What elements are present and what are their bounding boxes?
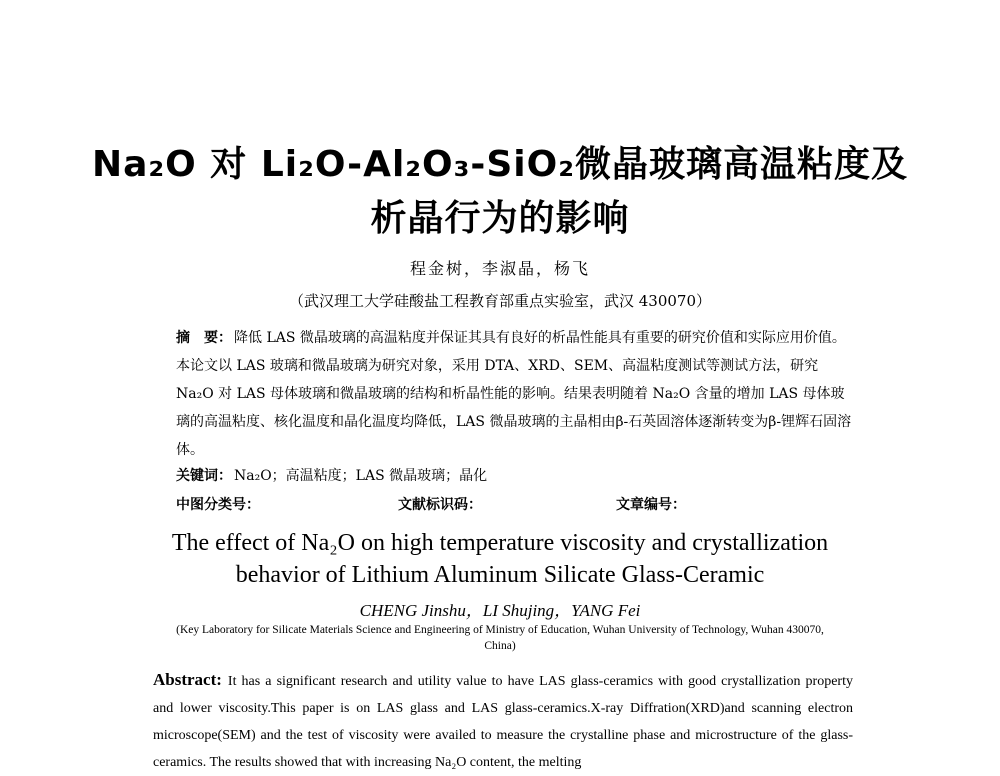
keywords-cn-label: 关键词： <box>176 468 232 484</box>
classification-row <box>176 494 856 520</box>
affiliation-cn: （武汉理工大学硅酸盐工程教育部重点实验室，武汉 430070） <box>288 292 712 310</box>
abstract-en-label: Abstract: <box>153 670 222 689</box>
title-en-line-1: The effect of Na₂O on high temperature viscosity and crystallization <box>171 530 829 556</box>
title-cn-line-2: 析晶行为的影响 <box>370 198 630 239</box>
abstract-cn-text: 降低 LAS 微晶玻璃的高温粘度并保证其具有良好的析晶性能具有重要的研究价值和实际应用价值。本论文以 LAS 玻璃和微晶玻璃为研究对象，采用 DTA、XRD、SEM、高温粘度测试等测试方法，研究 Na₂O 对 LAS 母体玻璃和微晶玻璃的结构和析晶性能的影响。结果表明随着 Na₂O 含量的增加 LAS 母体玻璃的高温粘度、核化温度和晶化温度均降低，LAS 微晶玻璃的主晶相由β-石英固溶体逐渐转变为β-锂辉石固溶体。 <box>176 330 852 458</box>
document-code-label: 文献标识码： <box>398 497 482 513</box>
abstract-cn <box>176 324 856 464</box>
keywords-cn-text: Na₂O；高温粘度；LAS 微晶玻璃；晶化 <box>234 468 488 484</box>
article-number-label: 文章编号： <box>616 497 686 513</box>
keywords-cn <box>176 462 856 490</box>
abstract-cn-label: 摘 要： <box>176 330 232 346</box>
clc-label: 中图分类号： <box>176 497 260 513</box>
affiliation-en: (Key Laboratory for Silicate Materials Science and Engineering of Ministry of Education, Wuhan University of Technology, Wuhan 430070, China) <box>176 624 824 652</box>
authors-cn: 程金树，李淑晶，杨飞 <box>409 259 590 278</box>
abstract-en-text: It has a significant research and utility value to have LAS glass-ceramics with good crystallization property and lower viscosity.This paper is on LAS glass and LAS glass-ceramics.X-ray Diffration(XRD)and scanning electron microscope(SEM) and the test of viscosity were availed to measure the crystalline phase and microstructure of the glass-ceramics. The results showed that with increasing Na₂O content, the melting <box>153 674 853 770</box>
title-en-line-2: behavior of Lithium Aluminum Silicate Glass-Ceramic <box>235 562 765 588</box>
authors-en: CHENG Jinshu，LI Shujing，YANG Fei <box>359 601 641 620</box>
title-cn-line-1: Na₂O 对 Li₂O-Al₂O₃-SiO₂微晶玻璃高温粘度及 <box>91 144 909 185</box>
